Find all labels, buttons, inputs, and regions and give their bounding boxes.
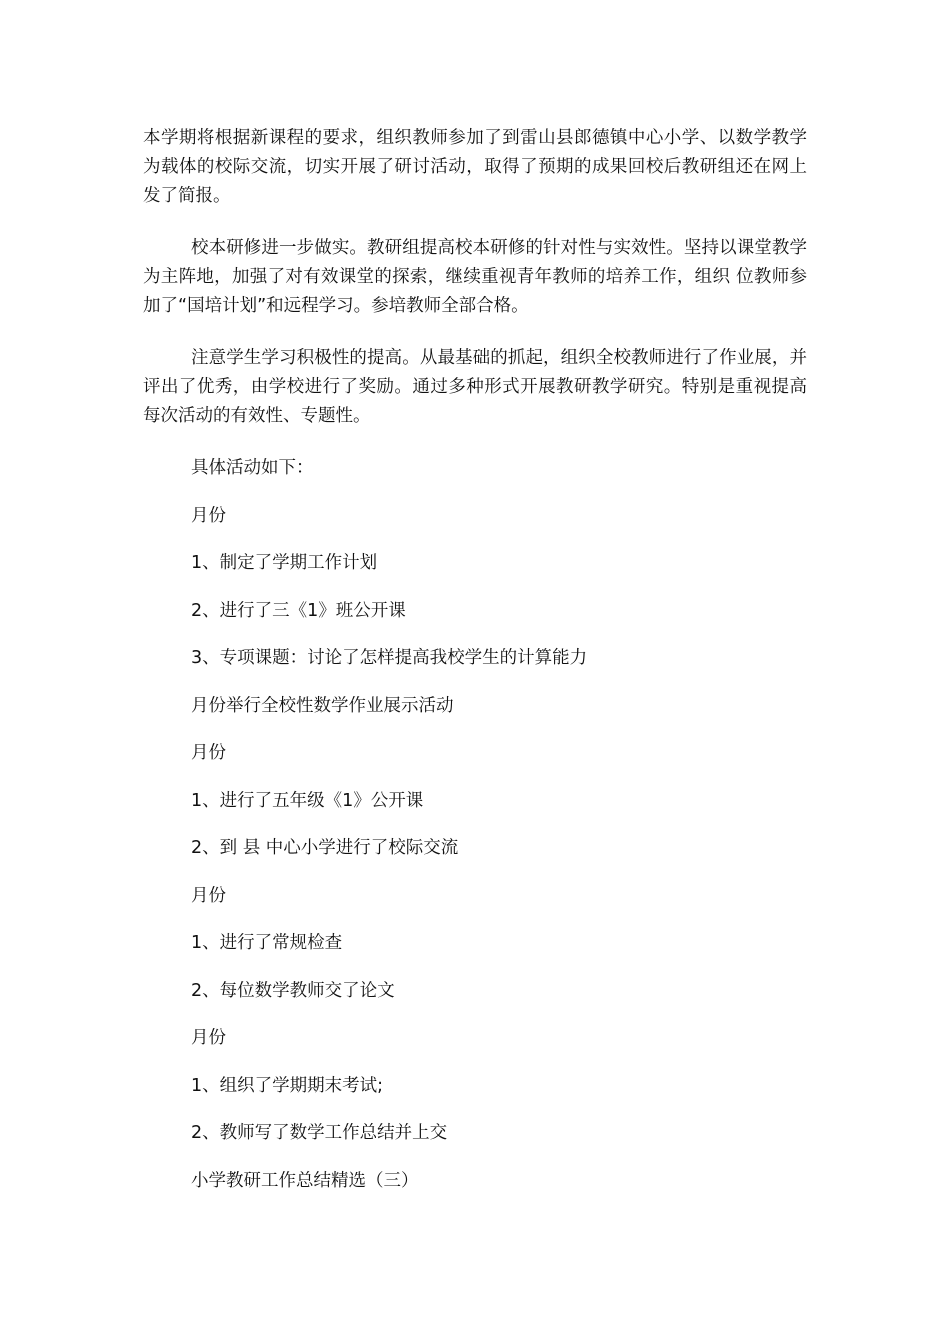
paragraph-school-training: 校本研修进一步做实。教研组提高校本研修的针对性与实效性。坚持以课堂教学为主阵地，加强了对有效课堂的探索，继续重视青年教师的培养工作，组织 位教师参加了“国培计划”和远程学习。参培教师全部合格。 (143, 238, 807, 316)
month-label: 月份 (191, 885, 226, 906)
paragraph-student-motivation: 注意学生学习积极性的提高。从最基础的抓起，组织全校教师进行了作业展，并评出了优秀，由学校进行了奖励。通过多种形式开展教研教学研究。特别是重视提高每次活动的有效性、专题性。 (143, 348, 807, 426)
list-item: 2、每位数学教师交了论文 (191, 980, 395, 1001)
month-label: 月份 (191, 505, 226, 526)
list-item: 1、进行了常规检查 (191, 933, 343, 953)
list-item: 2、进行了三《1》班公开课 (191, 600, 406, 621)
section-title: 小学教研工作总结精选（三） (191, 1170, 419, 1191)
list-item: 3、专项课题：讨论了怎样提高我校学生的计算能力 (191, 648, 588, 668)
list-item: 1、组织了学期期末考试; (191, 1075, 384, 1096)
month-label: 月份 (191, 743, 226, 763)
activities-heading: 具体活动如下： (191, 458, 314, 478)
month-label: 月份 (191, 1028, 226, 1048)
paragraph-exchange: 本学期将根据新课程的要求，组织教师参加了到雷山县郎德镇中心小学、以数学教学为载体的校际交流，切实开展了研讨活动，取得了预期的成果回校后教研组还在网上发了简报。 (143, 128, 807, 206)
list-item: 2、教师写了数学工作总结并上交 (191, 1123, 448, 1143)
document-body (143, 124, 807, 1214)
list-item: 1、制定了学期工作计划 (191, 553, 378, 573)
list-item: 1、进行了五年级《1》公开课 (191, 790, 424, 811)
list-item: 2、到 县 中心小学进行了校际交流 (191, 838, 459, 858)
month-label: 月份举行全校性数学作业展示活动 (191, 695, 454, 716)
